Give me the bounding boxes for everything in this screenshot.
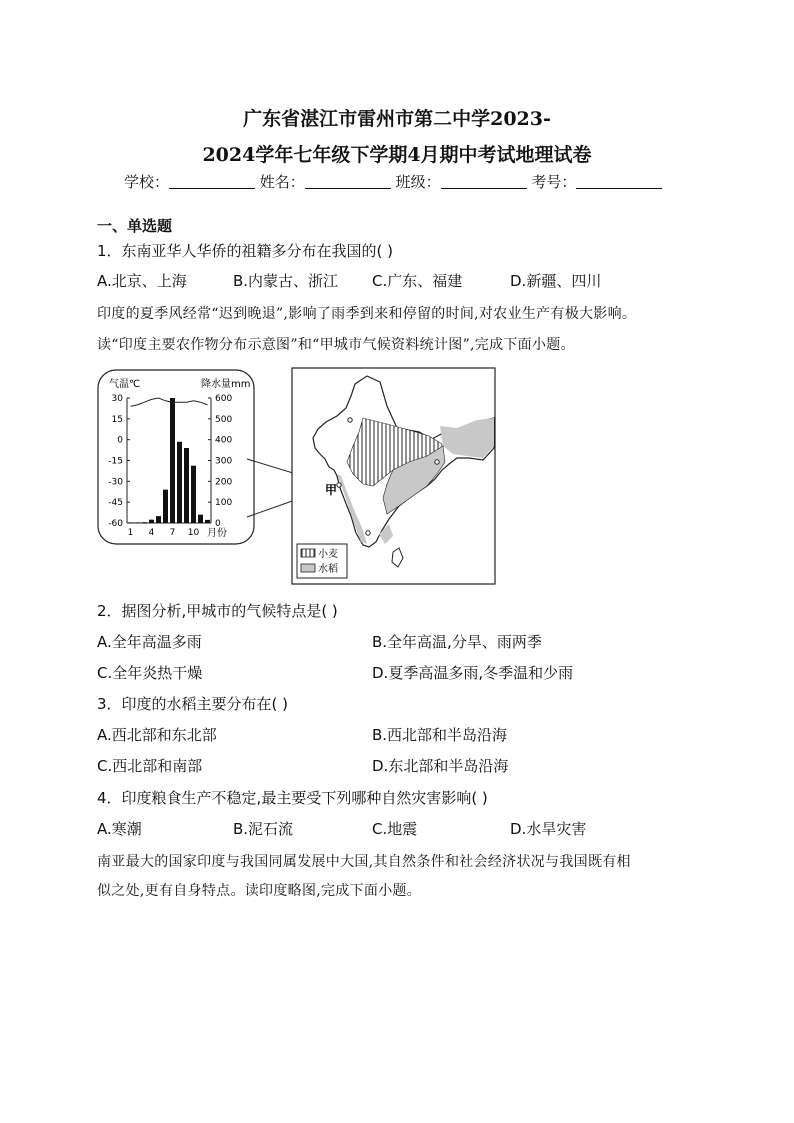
q1-option-a: A.北京、上海: [97, 272, 187, 290]
city-dot-jia: [337, 483, 341, 487]
legend-wheat-swatch: [301, 549, 315, 557]
q3-option-b: B.西北部和半岛沿海: [372, 726, 508, 744]
precip-bar: [205, 520, 210, 523]
temp-tick-label: -30: [108, 477, 123, 488]
material1-line2: 读“印度主要农作物分布示意图”和“甲城市气候资料统计图”,完成下面小题。: [97, 337, 575, 353]
q1-option-c: C.广东、福建: [372, 272, 463, 290]
exam-no-blank: [576, 174, 662, 189]
month-tick-label: 7: [169, 528, 176, 538]
precip-tick-label: 200: [215, 477, 233, 488]
precip-bar: [177, 442, 182, 523]
temp-tick-label: 15: [111, 414, 123, 425]
material2-line2: 似之处,更有自身特点。读印度略图,完成下面小题。: [97, 883, 422, 899]
q2-option-a: A.全年高温多雨: [97, 633, 202, 651]
name-blank: [305, 174, 391, 189]
precip-bar: [198, 515, 203, 523]
class-label: 班级：: [395, 173, 441, 191]
q3-stem: 3．印度的水稻主要分布在( ): [97, 695, 289, 713]
month-axis-label: 月份: [207, 528, 227, 539]
precip-bar: [142, 522, 147, 523]
class-blank: [441, 174, 527, 189]
school-label: 学校：: [124, 173, 170, 191]
precip-bar: [149, 520, 154, 523]
q1-option-b: B.内蒙古、浙江: [233, 272, 339, 290]
q4-option-d: D.水旱灾害: [510, 820, 587, 838]
precip-tick-label: 0: [215, 519, 221, 529]
material1-line1: 印度的夏季风经常“迟到晚退”,影响了雨季到来和停留的时间,对农业生产有极大影响。: [97, 306, 637, 322]
legend-wheat-label: 小麦: [318, 549, 338, 560]
q2-option-c: C.全年炎热干燥: [97, 664, 203, 682]
city-dot-east: [435, 460, 439, 464]
q1-option-d: D.新疆、四川: [510, 272, 602, 290]
city-dot-north: [348, 418, 352, 422]
name-label: 姓名：: [259, 173, 305, 191]
month-tick-label: 4: [148, 528, 155, 538]
q3-option-d: D.东北部和半岛沿海: [372, 757, 509, 775]
precip-bar: [135, 522, 140, 523]
q1-stem: 1．东南亚华人华侨的祖籍多分布在我国的( ): [97, 242, 394, 260]
precip-tick-label: 500: [215, 414, 233, 425]
temp-tick-label: 0: [117, 435, 123, 446]
precip-tick-label: 300: [215, 456, 233, 467]
student-info-row: [124, 171, 662, 192]
temp-tick-label: 30: [111, 394, 123, 404]
q4-stem: 4．印度粮食生产不稳定,最主要受下列哪种自然灾害影响( ): [97, 789, 488, 807]
section-heading: 一、单选题: [97, 217, 173, 235]
paper-title-line1: 广东省湛江市雷州市第二中学2023-: [243, 108, 551, 130]
precip-tick-label: 600: [215, 394, 233, 404]
temp-tick-label: -45: [108, 498, 123, 509]
city-dot-south: [366, 531, 370, 535]
precip-bar: [184, 448, 189, 523]
precip-axis-label: 降水量mm: [201, 379, 251, 390]
month-tick-label: 10: [187, 528, 200, 538]
legend-rice-label: 水稻: [318, 564, 338, 575]
precip-tick-label: 100: [215, 498, 233, 509]
precip-bar: [170, 398, 175, 523]
precip-tick-label: 400: [215, 435, 233, 446]
legend-rice-swatch: [301, 564, 315, 572]
q2-option-b: B.全年高温,分旱、雨两季: [372, 633, 542, 651]
month-tick-label: 1: [127, 528, 134, 538]
q2-stem: 2．据图分析,甲城市的气候特点是( ): [97, 602, 338, 620]
temp-tick-label: -15: [108, 456, 123, 467]
school-blank: [169, 174, 255, 189]
q4-option-c: C.地震: [372, 820, 418, 838]
precip-bar: [128, 522, 133, 523]
temp-axis-label: 气温℃: [109, 379, 141, 390]
precip-bar: [163, 490, 168, 523]
temp-tick-label: -60: [108, 519, 123, 529]
precip-bar: [191, 466, 196, 523]
figure-area: [97, 366, 497, 586]
paper-title-line2: 2024学年七年级下学期4月期中考试地理试卷: [202, 144, 592, 166]
q4-option-a: A.寒潮: [97, 820, 142, 838]
q3-option-a: A.西北部和东北部: [97, 726, 217, 744]
city-jia-label: 甲: [325, 483, 338, 497]
material2-line1: 南亚最大的国家印度与我国同属发展中大国,其自然条件和社会经济状况与我国既有相: [97, 854, 631, 870]
q3-option-c: C.西北部和南部: [97, 757, 203, 775]
exam-no-label: 考号：: [531, 173, 577, 191]
q2-option-d: D.夏季高温多雨,冬季温和少雨: [372, 664, 574, 682]
precip-bar: [156, 516, 161, 523]
q4-option-b: B.泥石流: [233, 820, 294, 838]
